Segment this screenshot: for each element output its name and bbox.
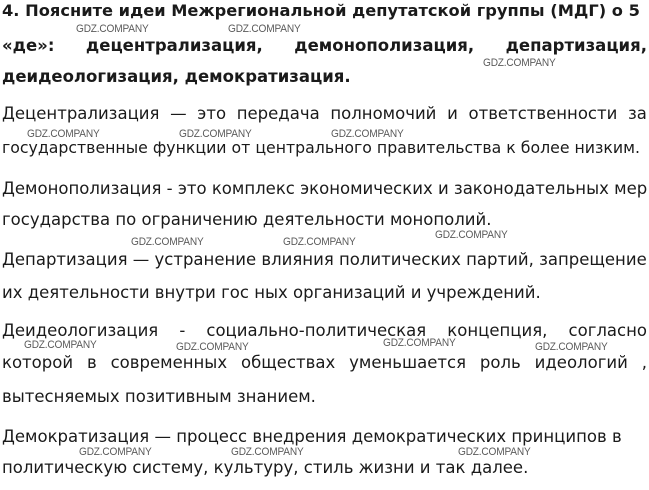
watermark: GDZ.COMPANY xyxy=(76,23,149,35)
question-heading-line-3: деидеологизация, демократизация. xyxy=(2,67,351,86)
paragraph-word: и xyxy=(447,104,458,123)
paragraph-word: в xyxy=(86,353,97,372)
heading-word: децентрализация, xyxy=(85,36,263,55)
paragraph-word: это xyxy=(197,104,227,123)
paragraph-word: идеологий xyxy=(534,353,628,372)
decentralization-line-1 xyxy=(2,103,647,125)
paragraph-word: роль xyxy=(479,353,521,372)
paragraph-word: Деидеологизация xyxy=(2,321,159,340)
paragraph-word: концепция, xyxy=(447,321,548,340)
deideologization-line-1 xyxy=(2,320,647,342)
paragraph-word: Децентрализация xyxy=(2,104,160,123)
watermark: GDZ.COMPANY xyxy=(458,446,531,458)
paragraph-word: , xyxy=(641,353,647,372)
departization-line-1: Департизация — устранение влияния политических партий, запрещение xyxy=(2,250,647,269)
paragraph-word: уменьшается xyxy=(349,353,467,372)
watermark: GDZ.COMPANY xyxy=(79,446,152,458)
demonopolization-line-1: Демонополизация - это комплекс экономических и законодательных мер xyxy=(2,179,648,198)
paragraph-word: за xyxy=(628,104,647,123)
watermark: GDZ.COMPANY xyxy=(435,229,508,241)
paragraph-word: согласно xyxy=(568,321,647,340)
paragraph-word: обществах xyxy=(241,353,336,372)
question-heading-line-2 xyxy=(2,35,647,57)
paragraph-word: - xyxy=(179,321,186,340)
watermark: GDZ.COMPANY xyxy=(24,339,97,351)
demonopolization-line-2: государства по ограничению деятельности монополий. xyxy=(2,210,492,229)
departization-line-2: их деятельности внутри гос ных организаций и учреждений. xyxy=(2,283,541,302)
watermark: GDZ.COMPANY xyxy=(131,236,204,248)
paragraph-word: современных xyxy=(110,353,228,372)
paragraph-word: — xyxy=(170,104,187,123)
question-heading-line-1: 4. Поясните идеи Межрегиональной депутатской группы (МДГ) о 5 xyxy=(2,1,640,20)
decentralization-line-2: государственные функции от центрального правительства к более низким. xyxy=(2,138,640,157)
paragraph-word: передача xyxy=(236,104,320,123)
heading-word: департизация, xyxy=(505,36,647,55)
heading-word: «де»: xyxy=(2,36,55,55)
paragraph-word: социально-политическая xyxy=(206,321,427,340)
watermark: GDZ.COMPANY xyxy=(228,23,301,35)
heading-word: демонополизация, xyxy=(294,36,475,55)
democratization-line-2: политическую систему, культуру, стиль жизни и так далее. xyxy=(2,458,529,477)
watermark: GDZ.COMPANY xyxy=(283,236,356,248)
watermark: GDZ.COMPANY xyxy=(176,341,249,353)
paragraph-word: которой xyxy=(2,353,74,372)
watermark: GDZ.COMPANY xyxy=(179,128,252,140)
paragraph-word: полномочий xyxy=(330,104,437,123)
deideologization-line-3: вытесняемых позитивным знанием. xyxy=(2,387,316,406)
watermark: GDZ.COMPANY xyxy=(331,128,404,140)
watermark: GDZ.COMPANY xyxy=(535,341,608,353)
paragraph-word: ответственности xyxy=(468,104,618,123)
watermark: GDZ.COMPANY xyxy=(27,128,100,140)
watermark: GDZ.COMPANY xyxy=(231,446,304,458)
deideologization-line-2 xyxy=(2,352,647,374)
democratization-line-1: Демократизация — процесс внедрения демократических принципов в xyxy=(2,427,622,446)
watermark: GDZ.COMPANY xyxy=(483,57,556,69)
watermark: GDZ.COMPANY xyxy=(383,337,456,349)
